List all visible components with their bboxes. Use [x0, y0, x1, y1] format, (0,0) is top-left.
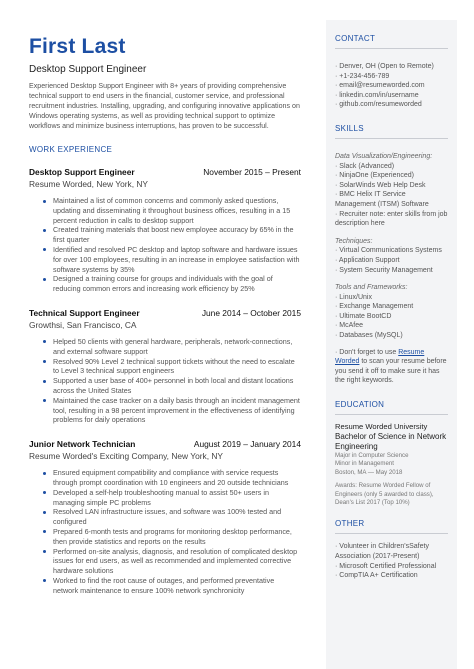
- skill-text: Recruiter note: enter skills from job description here: [335, 210, 448, 228]
- job-dates: August 2019 – January 2014: [193, 439, 301, 450]
- contact-item: · github.com/resumeworded: [335, 101, 422, 109]
- summary-paragraph: Experienced Desktop Support Engineer with 8+ years of providing comprehensive technical support to end users in the financial, customer service, and professional recruitment industries. Installing, upgrading, and configuring innovative applications on Windows operating systems, as well as providing technical support to optimize workflows and minimize business interruptions, has proven to be successful.: [29, 82, 300, 130]
- resume-worded-link[interactable]: Resume Worded: [335, 348, 425, 366]
- contact-text: email@resumeworded.com: [339, 82, 425, 90]
- skill-item: · Exchange Management: [335, 303, 414, 311]
- skill-item: · NinjaOne (Experienced): [335, 172, 414, 180]
- skills-section: [326, 124, 457, 386]
- contact-list: [335, 62, 448, 110]
- bullet-item: Helped 50 clients with general hardware, peripherals, network-connections, and external software support: [29, 337, 301, 357]
- contact-text: Denver, OH (Open to Remote): [339, 63, 434, 70]
- skill-text: Databases (MySQL): [339, 332, 403, 340]
- skill-item: · Ultimate BootCD: [335, 312, 392, 320]
- job-entry: [29, 167, 301, 294]
- job-title: Desktop Support Engineer: [29, 167, 135, 177]
- degree-name: Bachelor of Science in Network Engineering: [335, 432, 447, 452]
- skills-groups: [335, 152, 448, 341]
- skill-item: · Slack (Advanced): [335, 162, 395, 170]
- job-bullets: [29, 196, 301, 294]
- bullet-item: Resolved 90% Level 2 technical support tickets without the need to escalate to Level 3 technical support engineers: [29, 357, 301, 377]
- bullet-item: Supported a user base of 400+ personnel in both local and distant locations across the United States: [29, 376, 301, 396]
- skill-item: · Linux/Unix: [335, 293, 372, 301]
- contact-text: github.com/resumeworded: [339, 101, 422, 109]
- bullet-item: Maintained a list of common concerns and commonly asked questions, updating and disseminating it throughout business offices, resulting in a 15 percent reduction in calls to desktop support: [29, 196, 301, 225]
- other-text: Microsoft Certified Professional: [339, 562, 437, 570]
- job-title-heading: Desktop Support Engineer: [29, 64, 147, 75]
- skill-group-items: [335, 293, 448, 341]
- location-date: Boston, MA — May 2018: [335, 468, 403, 476]
- bullet-item: Designed a training course for groups and individuals with the goal of reducing common errors and increasing work efficiency by 25%: [29, 274, 301, 294]
- other-heading: OTHER: [335, 519, 365, 529]
- job-header: [29, 308, 301, 318]
- skill-item: · System Security Management: [335, 266, 433, 274]
- jobs-list: [29, 167, 301, 596]
- note-prefix: Don't forget to use: [339, 348, 399, 356]
- other-item: · CompTIA A+ Certification: [335, 572, 418, 580]
- school-name: Resume Worded University: [335, 422, 428, 432]
- contact-item: · email@resumeworded.com: [335, 82, 425, 90]
- job-bullets: [29, 468, 301, 595]
- job-dates: June 2014 – October 2015: [201, 307, 301, 318]
- skill-text: System Security Management: [339, 266, 433, 274]
- skill-item: · SolarWinds Web Help Desk: [335, 181, 426, 189]
- job-company: Resume Worded's Exciting Company, New York, NY: [29, 451, 223, 462]
- bullet-item: Developed a self-help troubleshooting manual to assist 50+ users in managing simple PC problems: [29, 488, 301, 508]
- main-column: [29, 36, 301, 596]
- contact-item: · +1-234-456-789: [335, 72, 390, 80]
- work-experience-heading: WORK EXPERIENCE: [29, 145, 113, 154]
- skill-text: BMC Helix IT Service Management (ITSM) Software: [335, 191, 429, 208]
- awards: Awards: Resume Worded Fellow of Engineers (only 5 awarded to class), Dean's List 2017 (Top 10%): [335, 482, 434, 507]
- bullet-item: Created training materials that boost new employee accuracy by 65% in the first quarter: [29, 225, 301, 245]
- job-title: Junior Network Technician: [29, 439, 136, 450]
- skills-heading: SKILLS: [335, 123, 364, 133]
- other-item: · Volunteer in Children'sSafety Association (2017-Present): [335, 543, 429, 561]
- bullet-item: Performed on-site analysis, diagnosis, and resolution of complicated desktop issues for end users, as well as recommended and implemented corrective hardware solutions: [29, 547, 301, 576]
- skill-item: · McAfee: [335, 322, 364, 330]
- education-section: [326, 400, 457, 507]
- major: Major in Computer Science: [335, 452, 409, 460]
- contact-text: linkedin.com/in/username: [339, 91, 419, 99]
- job-header: [29, 167, 301, 177]
- other-item: · Microsoft Certified Professional: [335, 562, 437, 570]
- skill-item: · Virtual Communications Systems: [335, 247, 442, 255]
- skill-text: Linux/Unix: [339, 293, 372, 301]
- job-title: Technical Support Engineer: [29, 307, 140, 318]
- skill-group-label: Tools and Frameworks:: [335, 284, 408, 292]
- other-text: Volunteer in Children'sSafety Association (2017-Present): [335, 543, 429, 561]
- job-entry: [29, 439, 301, 595]
- job-company: Growthsi, San Francisco, CA: [29, 319, 137, 330]
- job-dates: November 2015 – Present: [203, 167, 301, 177]
- skill-group-label: Techniques:: [335, 237, 373, 245]
- divider: [335, 138, 448, 139]
- minor: Minor in Management: [335, 460, 394, 468]
- job-bullets: [29, 337, 301, 425]
- skill-text: Application Support: [338, 256, 400, 264]
- skill-item: · Application Support: [335, 256, 400, 264]
- job-entry: [29, 308, 301, 425]
- education-heading: EDUCATION: [335, 400, 385, 410]
- bullet-item: Resolved LAN infrastructure issues, and software was 100% tested and configured: [29, 507, 301, 527]
- other-text: CompTIA A+ Certification: [339, 572, 418, 580]
- skill-text: SolarWinds Web Help Desk: [339, 181, 426, 189]
- skill-text: Exchange Management: [339, 303, 414, 311]
- skill-text: Virtual Communications Systems: [339, 247, 442, 255]
- bullet-item: Worked to find the root cause of outages, and performed preventative network maintenance to ensure 100% network synchronicity: [29, 576, 301, 596]
- contact-item: · Denver, OH (Open to Remote): [335, 63, 434, 70]
- skill-group-items: [335, 246, 448, 275]
- bullet-item: Ensured equipment compatibility and compliance with service requests through prompt coordination with 10 engineers and 20 outside technicians: [29, 468, 301, 488]
- job-header: [29, 439, 301, 449]
- skill-text: McAfee: [339, 322, 364, 330]
- divider: [335, 48, 448, 49]
- skill-text: Ultimate BootCD: [339, 312, 392, 320]
- divider: [335, 414, 448, 415]
- bullet-item: Maintained the case tracker on a daily basis through an incident management tool, resulting in a 98 percent improvement in the effectiveness of identifying problems for daily operations: [29, 396, 301, 425]
- contact-heading: CONTACT: [335, 34, 376, 43]
- contact-text: +1-234-456-789: [339, 72, 390, 80]
- skill-group-label: Data Visualization/Engineering:: [335, 152, 433, 160]
- skills-note: · Don't forget to use Resume Worded to scan your resume before you send it off to make sure it has the right keywords.: [335, 348, 447, 385]
- skill-group-items: [335, 162, 448, 229]
- skill-item: · Databases (MySQL): [335, 332, 403, 340]
- contact-item: · linkedin.com/in/username: [335, 91, 419, 99]
- divider: [335, 533, 448, 534]
- skill-item: · Recruiter note: enter skills from job description here: [335, 210, 448, 228]
- candidate-name: First Last: [29, 35, 126, 58]
- sidebar: [326, 20, 457, 669]
- skill-text: Slack (Advanced): [339, 162, 395, 170]
- skill-text: NinjaOne (Experienced): [339, 172, 414, 180]
- contact-section: [326, 34, 457, 110]
- job-company: Resume Worded, New York, NY: [29, 179, 149, 189]
- bullet-item: Identified and resolved PC desktop and laptop software and hardware issues for over 100 employees, resulting in an increase in employee satisfaction with software systems by 35%: [29, 245, 301, 274]
- other-section: [326, 519, 457, 580]
- bullet-item: Prepared 6-month tests and programs for monitoring desktop performance, then provide statistics and reports on the results: [29, 527, 301, 547]
- note-suffix: to scan your resume before you send it off to make sure it has the right keywords.: [335, 358, 447, 385]
- other-list: [335, 542, 448, 580]
- skill-item: · BMC Helix IT Service Management (ITSM) Software: [335, 191, 429, 208]
